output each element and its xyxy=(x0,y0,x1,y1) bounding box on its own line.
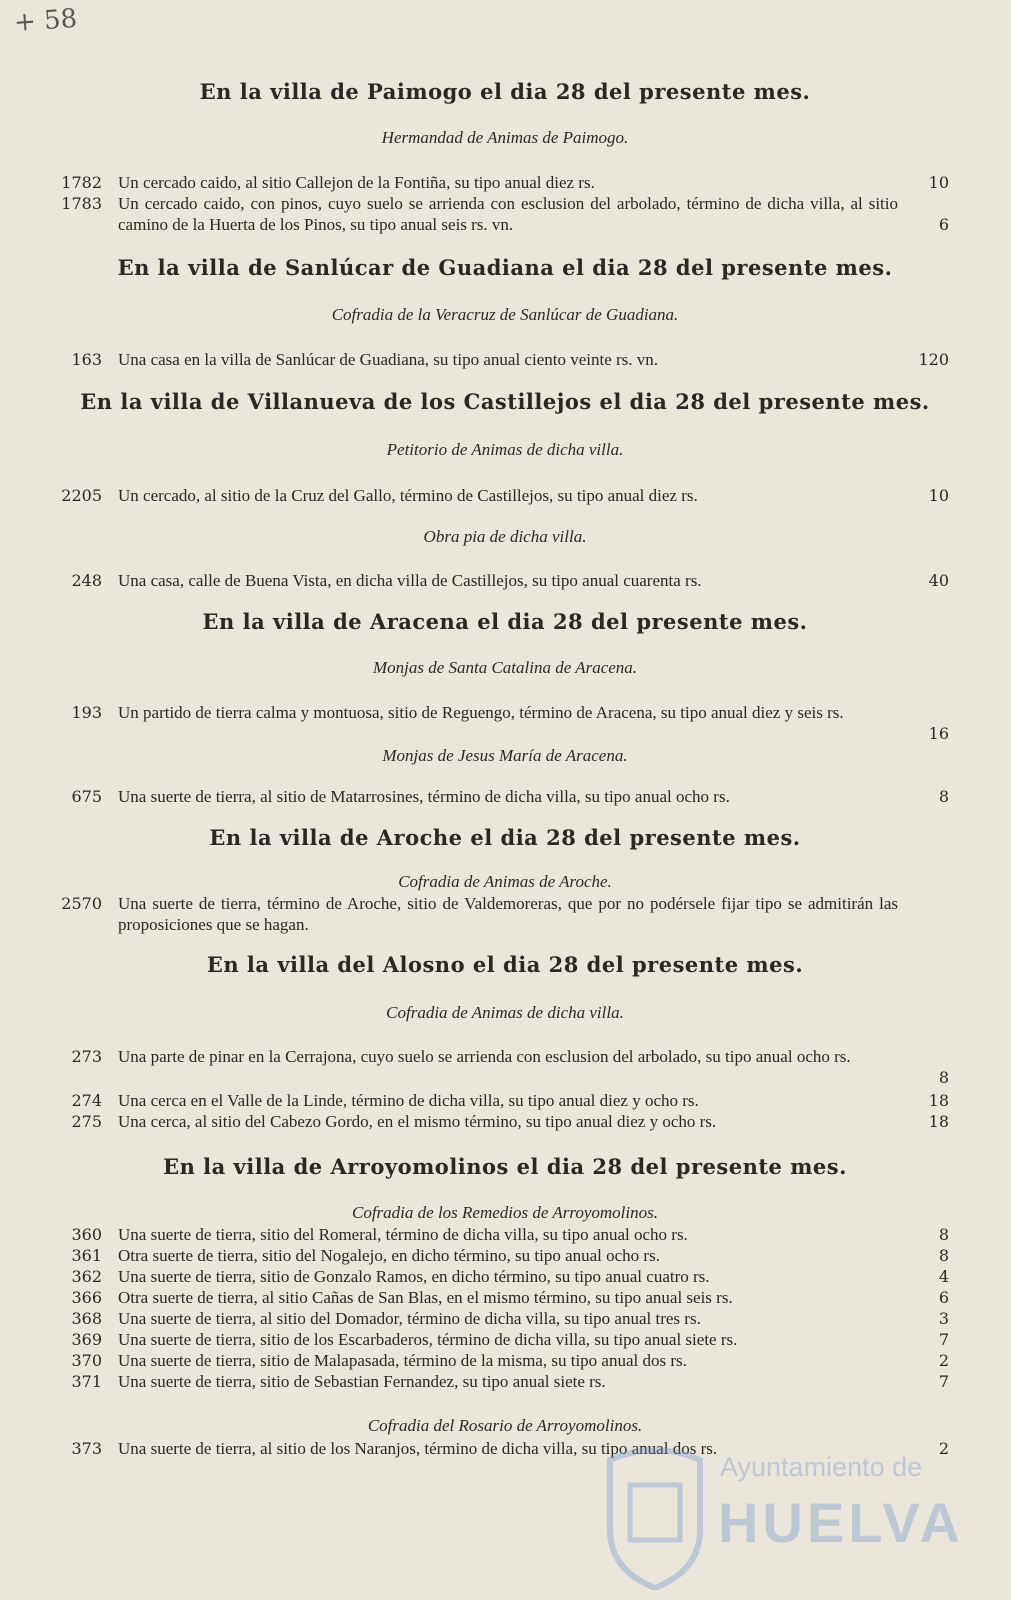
lot-number: 368 xyxy=(71,1309,102,1328)
watermark-text-small: Ayuntamiento de xyxy=(720,1452,923,1482)
annual-value: 4 xyxy=(938,1267,949,1286)
lot-description: Una suerte de tierra, sitio de Malapasada, término de la misma, su tipo anual dos rs. xyxy=(118,1351,687,1370)
lot-number: 248 xyxy=(71,571,102,590)
lot-number: 675 xyxy=(71,787,102,806)
lot-number: 1783 xyxy=(61,194,102,213)
lot-description: Otra suerte de tierra, sitio del Nogalejo, en dicho término, su tipo anual ocho rs. xyxy=(118,1246,660,1265)
lot-number: 2570 xyxy=(61,894,102,913)
watermark-text-big: HUELVA xyxy=(718,1491,964,1554)
lot-description: Un cercado caido, al sitio Callejon de la Fontiña, su tipo anual diez rs. xyxy=(118,173,595,192)
section-title: Cofradia de Animas de dicha villa. xyxy=(386,1003,624,1022)
lot-number: 360 xyxy=(71,1225,102,1244)
lot-number: 1782 xyxy=(61,173,102,192)
annual-value: 2 xyxy=(938,1351,949,1370)
annual-value: 6 xyxy=(938,215,949,234)
page-number-mark: + 58 xyxy=(13,3,79,39)
section-title: Petitorio de Animas de dicha villa. xyxy=(386,440,624,459)
coat-of-arms-icon xyxy=(600,1440,710,1590)
annual-value: 40 xyxy=(928,571,949,590)
annual-value: 120 xyxy=(918,350,949,369)
auction-heading: En la villa del Alosno el dia 28 del presente mes. xyxy=(206,952,804,977)
lot-description: Una suerte de tierra, al sitio de Matarrosines, término de dicha villa, su tipo anual ocho rs. xyxy=(118,787,730,806)
lot-description: Una cerca, al sitio del Cabezo Gordo, en el mismo término, su tipo anual diez y ocho rs. xyxy=(118,1112,717,1131)
section-title: Hermandad de Animas de Paimogo. xyxy=(381,128,629,147)
annual-value: 7 xyxy=(938,1372,949,1391)
annual-value: 2 xyxy=(938,1439,949,1458)
lot-number: 361 xyxy=(71,1246,102,1265)
watermark-logo xyxy=(600,1440,964,1590)
section-title: Cofradia de Animas de Aroche. xyxy=(398,872,612,891)
lot-description: Una suerte de tierra, sitio de Gonzalo Ramos, en dicho término, su tipo anual cuatro rs. xyxy=(118,1267,710,1286)
lot-description: Una suerte de tierra, al sitio del Domador, término de dicha villa, su tipo anual tres rs. xyxy=(118,1309,701,1328)
lot-description: Una casa en la villa de Sanlúcar de Guadiana, su tipo anual ciento veinte rs. vn. xyxy=(118,350,659,369)
lot-description: Un partido de tierra calma y montuosa, sitio de Reguengo, término de Aracena, su tipo anual diez y seis rs. xyxy=(118,703,844,722)
lot-description: Una suerte de tierra, sitio de Sebastian Fernandez, su tipo anual siete rs. xyxy=(118,1372,606,1391)
lot-number: 373 xyxy=(71,1439,102,1458)
lot-description: Una casa, calle de Buena Vista, en dicha villa de Castillejos, su tipo anual cuarenta rs. xyxy=(118,571,702,590)
section-title: Cofradia de la Veracruz de Sanlúcar de Guadiana. xyxy=(331,305,679,324)
annual-value: 8 xyxy=(938,1068,949,1087)
lot-number: 369 xyxy=(71,1330,102,1349)
lot-description: Un cercado caido, con pinos, cuyo suelo se arrienda con esclusion del arbolado, término de dicha villa, al sitio camino de la Huerta de los Pinos, su tipo anual seis rs. vn. xyxy=(118,194,898,234)
section-title: Monjas de Santa Catalina de Aracena. xyxy=(372,658,638,677)
lot-number: 273 xyxy=(71,1047,102,1066)
auction-heading: En la villa de Villanueva de los Castillejos el dia 28 del presente mes. xyxy=(80,389,930,414)
lot-number: 193 xyxy=(71,703,102,722)
auction-heading: En la villa de Sanlúcar de Guadiana el dia 28 del presente mes. xyxy=(117,255,893,280)
section-title: Monjas de Jesus María de Aracena. xyxy=(382,746,628,765)
lot-description: Una suerte de tierra, al sitio de los Naranjos, término de dicha villa, su tipo anual dos rs. xyxy=(118,1439,718,1458)
lot-number: 371 xyxy=(71,1372,102,1391)
lot-description: Una parte de pinar en la Cerrajona, cuyo suelo se arrienda con esclusion del arbolado, su tipo anual ocho rs. xyxy=(118,1047,851,1066)
auction-heading: En la villa de Aracena el dia 28 del presente mes. xyxy=(202,609,808,634)
annual-value: 18 xyxy=(928,1091,949,1110)
lot-description: Un cercado, al sitio de la Cruz del Gallo, término de Castillejos, su tipo anual diez rs. xyxy=(118,486,698,505)
annual-value: 8 xyxy=(938,1225,949,1244)
lot-number: 362 xyxy=(71,1267,102,1286)
auction-heading: En la villa de Paimogo el dia 28 del presente mes. xyxy=(199,79,811,104)
lot-description: Una cerca en el Valle de la Linde, término de dicha villa, su tipo anual diez y ocho rs. xyxy=(118,1091,699,1110)
lot-description: Una suerte de tierra, sitio de los Escarbaderos, término de dicha villa, su tipo anual siete rs. xyxy=(118,1330,738,1349)
lot-description: Otra suerte de tierra, al sitio Cañas de San Blas, en el mismo término, su tipo anual seis rs. xyxy=(118,1288,733,1307)
annual-value: 10 xyxy=(928,173,949,192)
annual-value: 16 xyxy=(928,724,949,743)
auction-heading: En la villa de Arroyomolinos el dia 28 del presente mes. xyxy=(163,1154,847,1179)
lot-number: 2205 xyxy=(61,486,102,505)
section-title: Cofradia de los Remedios de Arroyomolinos. xyxy=(352,1203,658,1222)
lot-number: 366 xyxy=(71,1288,102,1307)
annual-value: 10 xyxy=(928,486,949,505)
lot-number: 274 xyxy=(71,1091,102,1110)
auction-heading: En la villa de Aroche el dia 28 del presente mes. xyxy=(209,825,801,850)
lot-description: Una suerte de tierra, término de Aroche, sitio de Valdemoreras, que por no podérsele fijar tipo se admitirán las proposiciones que se hagan. xyxy=(118,894,898,934)
annual-value: 3 xyxy=(938,1309,949,1328)
section-title: Cofradia del Rosario de Arroyomolinos. xyxy=(367,1416,643,1435)
lot-description: Una suerte de tierra, sitio del Romeral, término de dicha villa, su tipo anual ocho rs. xyxy=(118,1225,688,1244)
lot-number: 370 xyxy=(71,1351,102,1370)
lot-number: 275 xyxy=(71,1112,102,1131)
annual-value: 8 xyxy=(938,1246,949,1265)
section-title: Obra pia de dicha villa. xyxy=(423,527,587,546)
lot-number: 163 xyxy=(71,350,102,369)
annual-value: 6 xyxy=(938,1288,949,1307)
annual-value: 18 xyxy=(928,1112,949,1131)
annual-value: 7 xyxy=(938,1330,949,1349)
annual-value: 8 xyxy=(938,787,949,806)
